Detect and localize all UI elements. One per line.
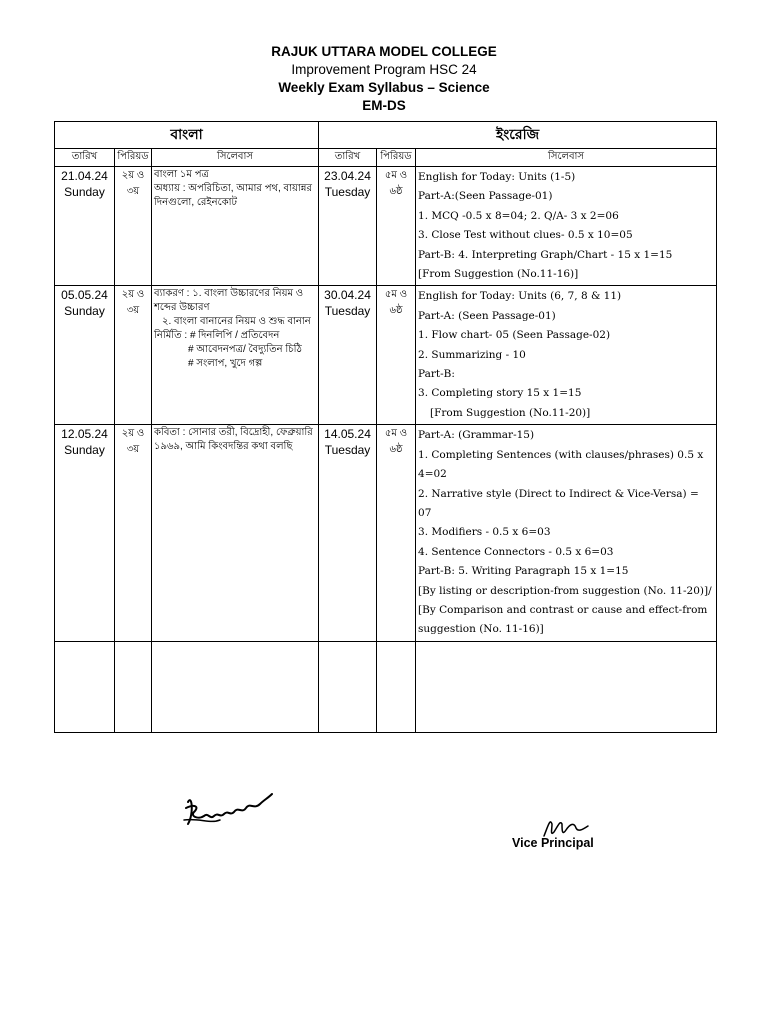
- syllabus-line: # সংলাপ, খুদে গল্প: [188, 358, 263, 370]
- period-text: ৩য়: [126, 444, 140, 456]
- syllabus-line: 1. Completing Sentences (with clauses/phrases) 0.5 x 4=02: [418, 448, 704, 481]
- date-text: 12.05.24: [61, 427, 108, 442]
- syllabus-line: 4. Sentence Connectors - 0.5 x 6=03: [418, 545, 614, 558]
- syllabus-line: ব্যাকরণ : ১. বাংলা উচ্চারণের নিয়ম ও: [154, 288, 304, 300]
- syllabus-line: ১৯৬৯, আমি কিংবদন্তির কথা বলছি: [154, 441, 293, 453]
- syllabus-line: বাংলা ১ম পত্র: [154, 169, 209, 180]
- bangla-date-header: তারিখ: [55, 149, 115, 167]
- table-row: [55, 286, 717, 425]
- syllabus-line: 1. Flow chart- 05 (Seen Passage-02): [418, 329, 611, 342]
- syllabus-line: শব্দের উচ্চারণ: [154, 302, 210, 314]
- bangla-syllabus-cell: [152, 286, 319, 425]
- syllabus-line: Part-B: 5. Writing Paragraph 15 x 1=15: [418, 565, 629, 578]
- syllabus-line: [From Suggestion (No.11-16)]: [418, 268, 579, 281]
- period-text: ৬ষ্ঠ: [389, 305, 403, 317]
- english-date-cell: [319, 167, 377, 286]
- college-name: RAJUK UTTARA MODEL COLLEGE: [271, 44, 497, 59]
- english-syllabus-cell: [416, 425, 717, 641]
- syllabus-line: [From Suggestion (No.11-20)]: [430, 406, 591, 419]
- date-text: 14.05.24: [324, 427, 371, 442]
- section-name: EM-DS: [362, 98, 406, 113]
- empty-cell: [115, 641, 152, 732]
- bangla-period-header: পিরিয়ড: [115, 149, 152, 167]
- syllabus-line: # আবেদনপত্র/ বৈদ্যুতিন চিঠি: [188, 344, 302, 356]
- handwritten-signature-left: [180, 784, 276, 832]
- handwritten-signature-right: [540, 814, 592, 838]
- date-text: 30.04.24: [324, 288, 371, 303]
- period-text: ২য় ও: [121, 289, 145, 301]
- syllabus-line: English for Today: Units (1-5): [418, 171, 576, 183]
- program-name: Improvement Program HSC 24: [291, 62, 477, 77]
- syllabus-title: Weekly Exam Syllabus – Science: [278, 80, 490, 95]
- day-text: Tuesday: [324, 185, 371, 199]
- syllabus-line: 1. MCQ -0.5 x 8=04; 2. Q/A- 3 x 2=06: [418, 209, 619, 222]
- syllabus-line: English for Today: Units (6, 7, 8 & 11): [418, 290, 622, 303]
- day-text: Sunday: [64, 304, 105, 319]
- english-syllabus-header: সিলেবাস: [416, 149, 717, 167]
- empty-cell: [55, 641, 115, 732]
- day-text: Sunday: [64, 185, 105, 199]
- syllabus-line: Part-A: (Seen Passage-01): [418, 309, 556, 322]
- bangla-period-cell: [115, 425, 152, 641]
- day-text: Tuesday: [324, 304, 371, 319]
- bangla-period-cell: [115, 167, 152, 286]
- syllabus-line: 3. Close Test without clues- 0.5 x 10=05: [418, 229, 633, 242]
- signer-title: Vice Principal: [512, 836, 594, 850]
- syllabus-line: 2. Summarizing - 10: [418, 348, 526, 361]
- period-text: ২য় ও: [121, 170, 145, 181]
- syllabus-line: 3. Modifiers - 0.5 x 6=03: [418, 526, 551, 539]
- period-text: ৩য়: [126, 186, 140, 197]
- english-period-cell: [377, 286, 416, 425]
- bangla-period-cell: [115, 286, 152, 425]
- syllabus-line: Part-B: 4. Interpreting Graph/Chart - 15 x 1=15: [418, 248, 673, 261]
- syllabus-line: [By Comparison and contrast or cause and effect-from: [418, 603, 708, 616]
- syllabus-line: 3. Completing story 15 x 1=15: [418, 387, 582, 400]
- syllabus-line: 2. Narrative style (Direct to Indirect & Vice-Versa) = 07: [418, 487, 699, 519]
- day-text: Sunday: [64, 443, 105, 458]
- syllabus-line: অধ্যায় : অপরিচিতা, আমার পথ, বায়ান্নর: [154, 183, 312, 194]
- english-date-header: তারিখ: [319, 149, 377, 167]
- english-period-cell: [377, 425, 416, 641]
- day-text: Tuesday: [324, 443, 371, 458]
- syllabus-line: Part-B:: [418, 368, 455, 381]
- bangla-syllabus-cell: [152, 425, 319, 641]
- bangla-date-cell: [55, 286, 115, 425]
- empty-cell: [377, 641, 416, 732]
- syllabus-line: দিনগুলো, রেইনকোট: [154, 197, 237, 208]
- syllabus-line: [By listing or description-from suggestion (No. 11-20)]/: [418, 584, 712, 597]
- english-period-cell: [377, 167, 416, 286]
- date-text: 21.04.24: [61, 169, 108, 183]
- bangla-group-header: বাংলা: [55, 122, 319, 149]
- syllabus-line: Part-A: (Grammar-15): [418, 429, 535, 442]
- syllabus-line: ২. বাংলা বানানের নিয়ম ও শুদ্ধ বানান: [162, 316, 311, 328]
- period-text: ২য় ও: [121, 428, 145, 440]
- english-group-header: ইংরেজি: [319, 122, 717, 149]
- syllabus-line: কবিতা : সোনার তরী, বিদ্রোহী, ফেব্রুয়ারি: [154, 427, 313, 439]
- syllabus-line: suggestion (No. 11-16)]: [418, 623, 544, 636]
- table-row: [55, 167, 717, 286]
- period-text: ৬ষ্ঠ: [389, 186, 403, 197]
- period-text: ৩য়: [126, 305, 140, 317]
- document-header: [0, 43, 768, 115]
- period-text: ৫ম ও: [384, 170, 408, 181]
- empty-cell: [152, 641, 319, 732]
- english-date-cell: [319, 286, 377, 425]
- date-text: 05.05.24: [61, 288, 108, 303]
- bangla-syllabus-header: সিলেবাস: [152, 149, 319, 167]
- empty-cell: [416, 641, 717, 732]
- syllabus-line: নির্মিতি : # দিনলিপি / প্রতিবেদন: [154, 330, 280, 342]
- english-syllabus-cell: [416, 286, 717, 425]
- english-period-header: পিরিয়ড: [377, 149, 416, 167]
- empty-cell: [319, 641, 377, 732]
- period-text: ৫ম ও: [384, 289, 408, 301]
- english-syllabus-cell: [416, 167, 717, 286]
- bangla-date-cell: [55, 425, 115, 641]
- table-row: [55, 425, 717, 641]
- syllabus-line: Part-A:(Seen Passage-01): [418, 190, 553, 203]
- table-row-empty: [55, 641, 717, 732]
- date-text: 23.04.24: [324, 169, 371, 183]
- period-text: ৬ষ্ঠ: [389, 444, 403, 456]
- period-text: ৫ম ও: [384, 428, 408, 440]
- bangla-syllabus-cell: [152, 167, 319, 286]
- english-date-cell: [319, 425, 377, 641]
- syllabus-table: [54, 121, 717, 733]
- bangla-date-cell: [55, 167, 115, 286]
